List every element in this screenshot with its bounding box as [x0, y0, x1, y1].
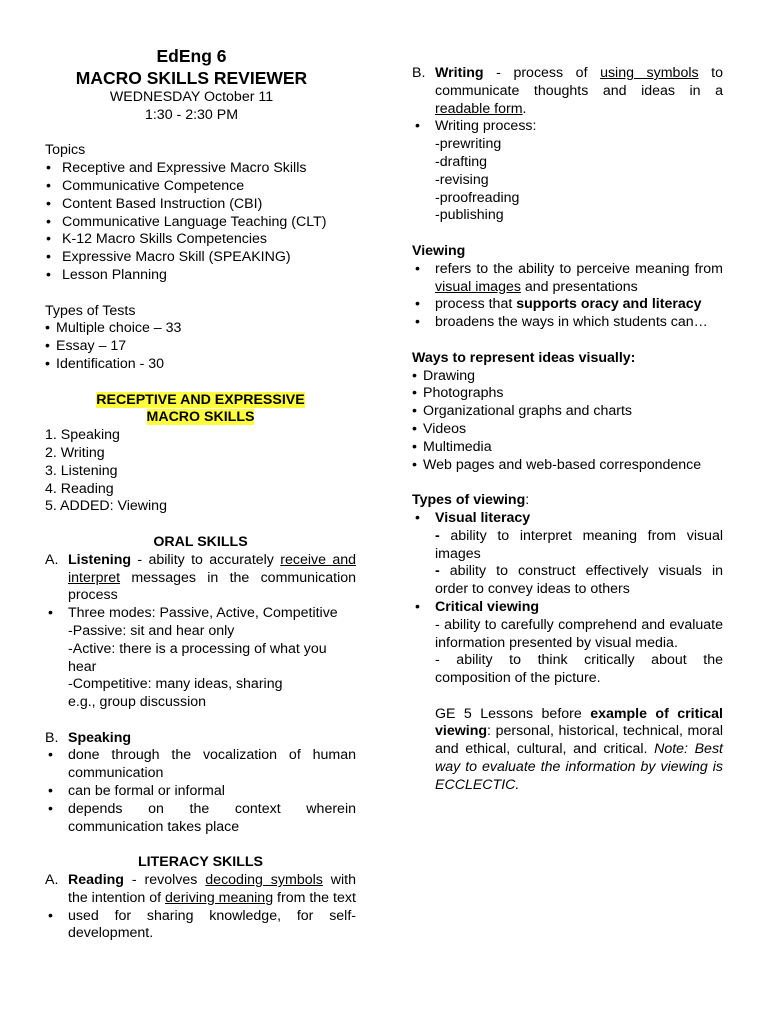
- list-item: • Photographs: [412, 385, 723, 403]
- list-item: • Expressive Macro Skill (SPEAKING): [45, 249, 356, 267]
- receptive-heading-2: [45, 409, 356, 427]
- literacy-skills-heading: LITERACY SKILLS: [137, 854, 264, 871]
- header-date: WEDNESDAY October 11: [109, 89, 274, 105]
- right-column: [412, 0, 723, 795]
- types-viewing-heading: Types of viewing:: [412, 492, 530, 509]
- list-item: • Writing process: -prewriting -drafting -revising -proofreading -publishing: [412, 118, 723, 225]
- header-time: 1:30 - 2:30 PM: [144, 106, 239, 123]
- list-item: • Receptive and Expressive Macro Skills: [45, 160, 356, 178]
- ways-list: [412, 368, 723, 475]
- reading-list: [45, 908, 356, 944]
- list-item: • process that supports oracy and literacy: [412, 296, 723, 314]
- entry-label: B.: [45, 729, 59, 746]
- list-item: • broadens the ways in which students can…: [412, 314, 723, 332]
- list-item: • Essay – 17: [45, 338, 356, 356]
- list-item: • done through the vocalization of human communication: [45, 747, 356, 783]
- writing-entry: B. Writing - process of using symbols to communicate thoughts and ideas in a readable form.: [412, 65, 723, 117]
- list-item: • Web pages and web-based correspondence: [412, 457, 723, 475]
- speaking-term: Speaking: [68, 729, 132, 746]
- viewing-list: [412, 261, 723, 332]
- list-item: • Content Based Instruction (CBI): [45, 196, 356, 214]
- viewing-heading: Viewing: [412, 242, 466, 259]
- list-item: 5. ADDED: Viewing: [45, 498, 167, 515]
- list-item: 4. Reading: [45, 480, 114, 497]
- entry-label: A.: [45, 872, 59, 889]
- listening-entry: A. Listening - ability to accurately receive and interpret messages in the communication process: [45, 551, 356, 604]
- course-title: EdEng 6: [156, 46, 227, 66]
- list-item: • Multimedia: [412, 439, 723, 457]
- list-item: • can be formal or informal: [45, 783, 356, 801]
- reading-term: Reading: [68, 872, 124, 889]
- list-item: • Communicative Competence: [45, 178, 356, 196]
- list-item: • Visual literacy - ability to interpret meaning from visual images - ability to construct effectively visuals in order to convey ideas to others: [412, 510, 723, 599]
- list-item: 2. Writing: [45, 444, 105, 461]
- list-item: • refers to the ability to perceive meaning from visual images and presentations: [412, 261, 723, 297]
- list-item: • Drawing: [412, 368, 723, 386]
- list-item: • Critical viewing - ability to carefully comprehend and evaluate information presented by visual media. - ability to think critically about the composition of the picture.: [412, 599, 723, 688]
- entry-label: A.: [45, 551, 59, 568]
- reading-entry: A. Reading - revolves decoding symbols with the intention of deriving meaning from the text: [45, 872, 356, 906]
- entry-label: B.: [412, 65, 426, 81]
- critical-viewing-title: • Critical viewing: [435, 598, 540, 615]
- list-item: • Three modes: Passive, Active, Competitive -Passive: sit and hear only -Active: there is a processing of what you hear -Competitive: many ideas, sharing e.g., group discussion: [45, 605, 356, 712]
- tests-list: [45, 320, 356, 373]
- tests-heading: Types of Tests: [45, 302, 136, 319]
- receptive-heading-line1: RECEPTIVE AND EXPRESSIVE: [96, 391, 305, 408]
- listening-modes: [45, 605, 356, 712]
- speaking-entry: [45, 730, 356, 748]
- list-item: • Identification - 30: [45, 356, 356, 374]
- receptive-heading-line2: MACRO SKILLS: [146, 409, 255, 426]
- writing-process: [412, 118, 723, 225]
- ge5-paragraph: GE 5 Lessons before example of critical viewing: personal, historical, technical, moral and ethical, cultural, and critical. Note: Best way to evaluate the information by viewing is ECCLECTIC.: [435, 705, 723, 793]
- left-column: [45, 0, 356, 943]
- list-item: • Videos: [412, 421, 723, 439]
- list-item: • Lesson Planning: [45, 267, 356, 285]
- receptive-heading: [45, 392, 356, 410]
- speaking-list: [45, 747, 356, 836]
- list-item: • Multiple choice – 33: [45, 320, 356, 338]
- types-viewing-list: [412, 510, 723, 688]
- ways-heading: Ways to represent ideas visually:: [412, 349, 636, 366]
- topics-heading: Topics: [45, 142, 86, 159]
- list-item: • K-12 Macro Skills Competencies: [45, 231, 356, 249]
- oral-skills-heading: ORAL SKILLS: [153, 533, 248, 550]
- list-item: • used for sharing knowledge, for self-development.: [45, 908, 356, 944]
- visual-literacy-title: • Visual literacy: [435, 509, 531, 526]
- writing-term: Writing: [435, 65, 484, 81]
- note-text: Note: Best way to evaluate the information by viewing is ECCLECTIC.: [435, 741, 723, 793]
- topics-list: [45, 160, 356, 285]
- list-item: • Organizational graphs and charts: [412, 403, 723, 421]
- listening-term: Listening: [68, 551, 132, 568]
- list-item: 3. Listening: [45, 462, 118, 479]
- list-item: 1. Speaking: [45, 427, 120, 444]
- document-title: MACRO SKILLS REVIEWER: [75, 68, 308, 88]
- list-item: • depends on the context wherein communication takes place: [45, 801, 356, 837]
- list-item: • Communicative Language Teaching (CLT): [45, 214, 356, 232]
